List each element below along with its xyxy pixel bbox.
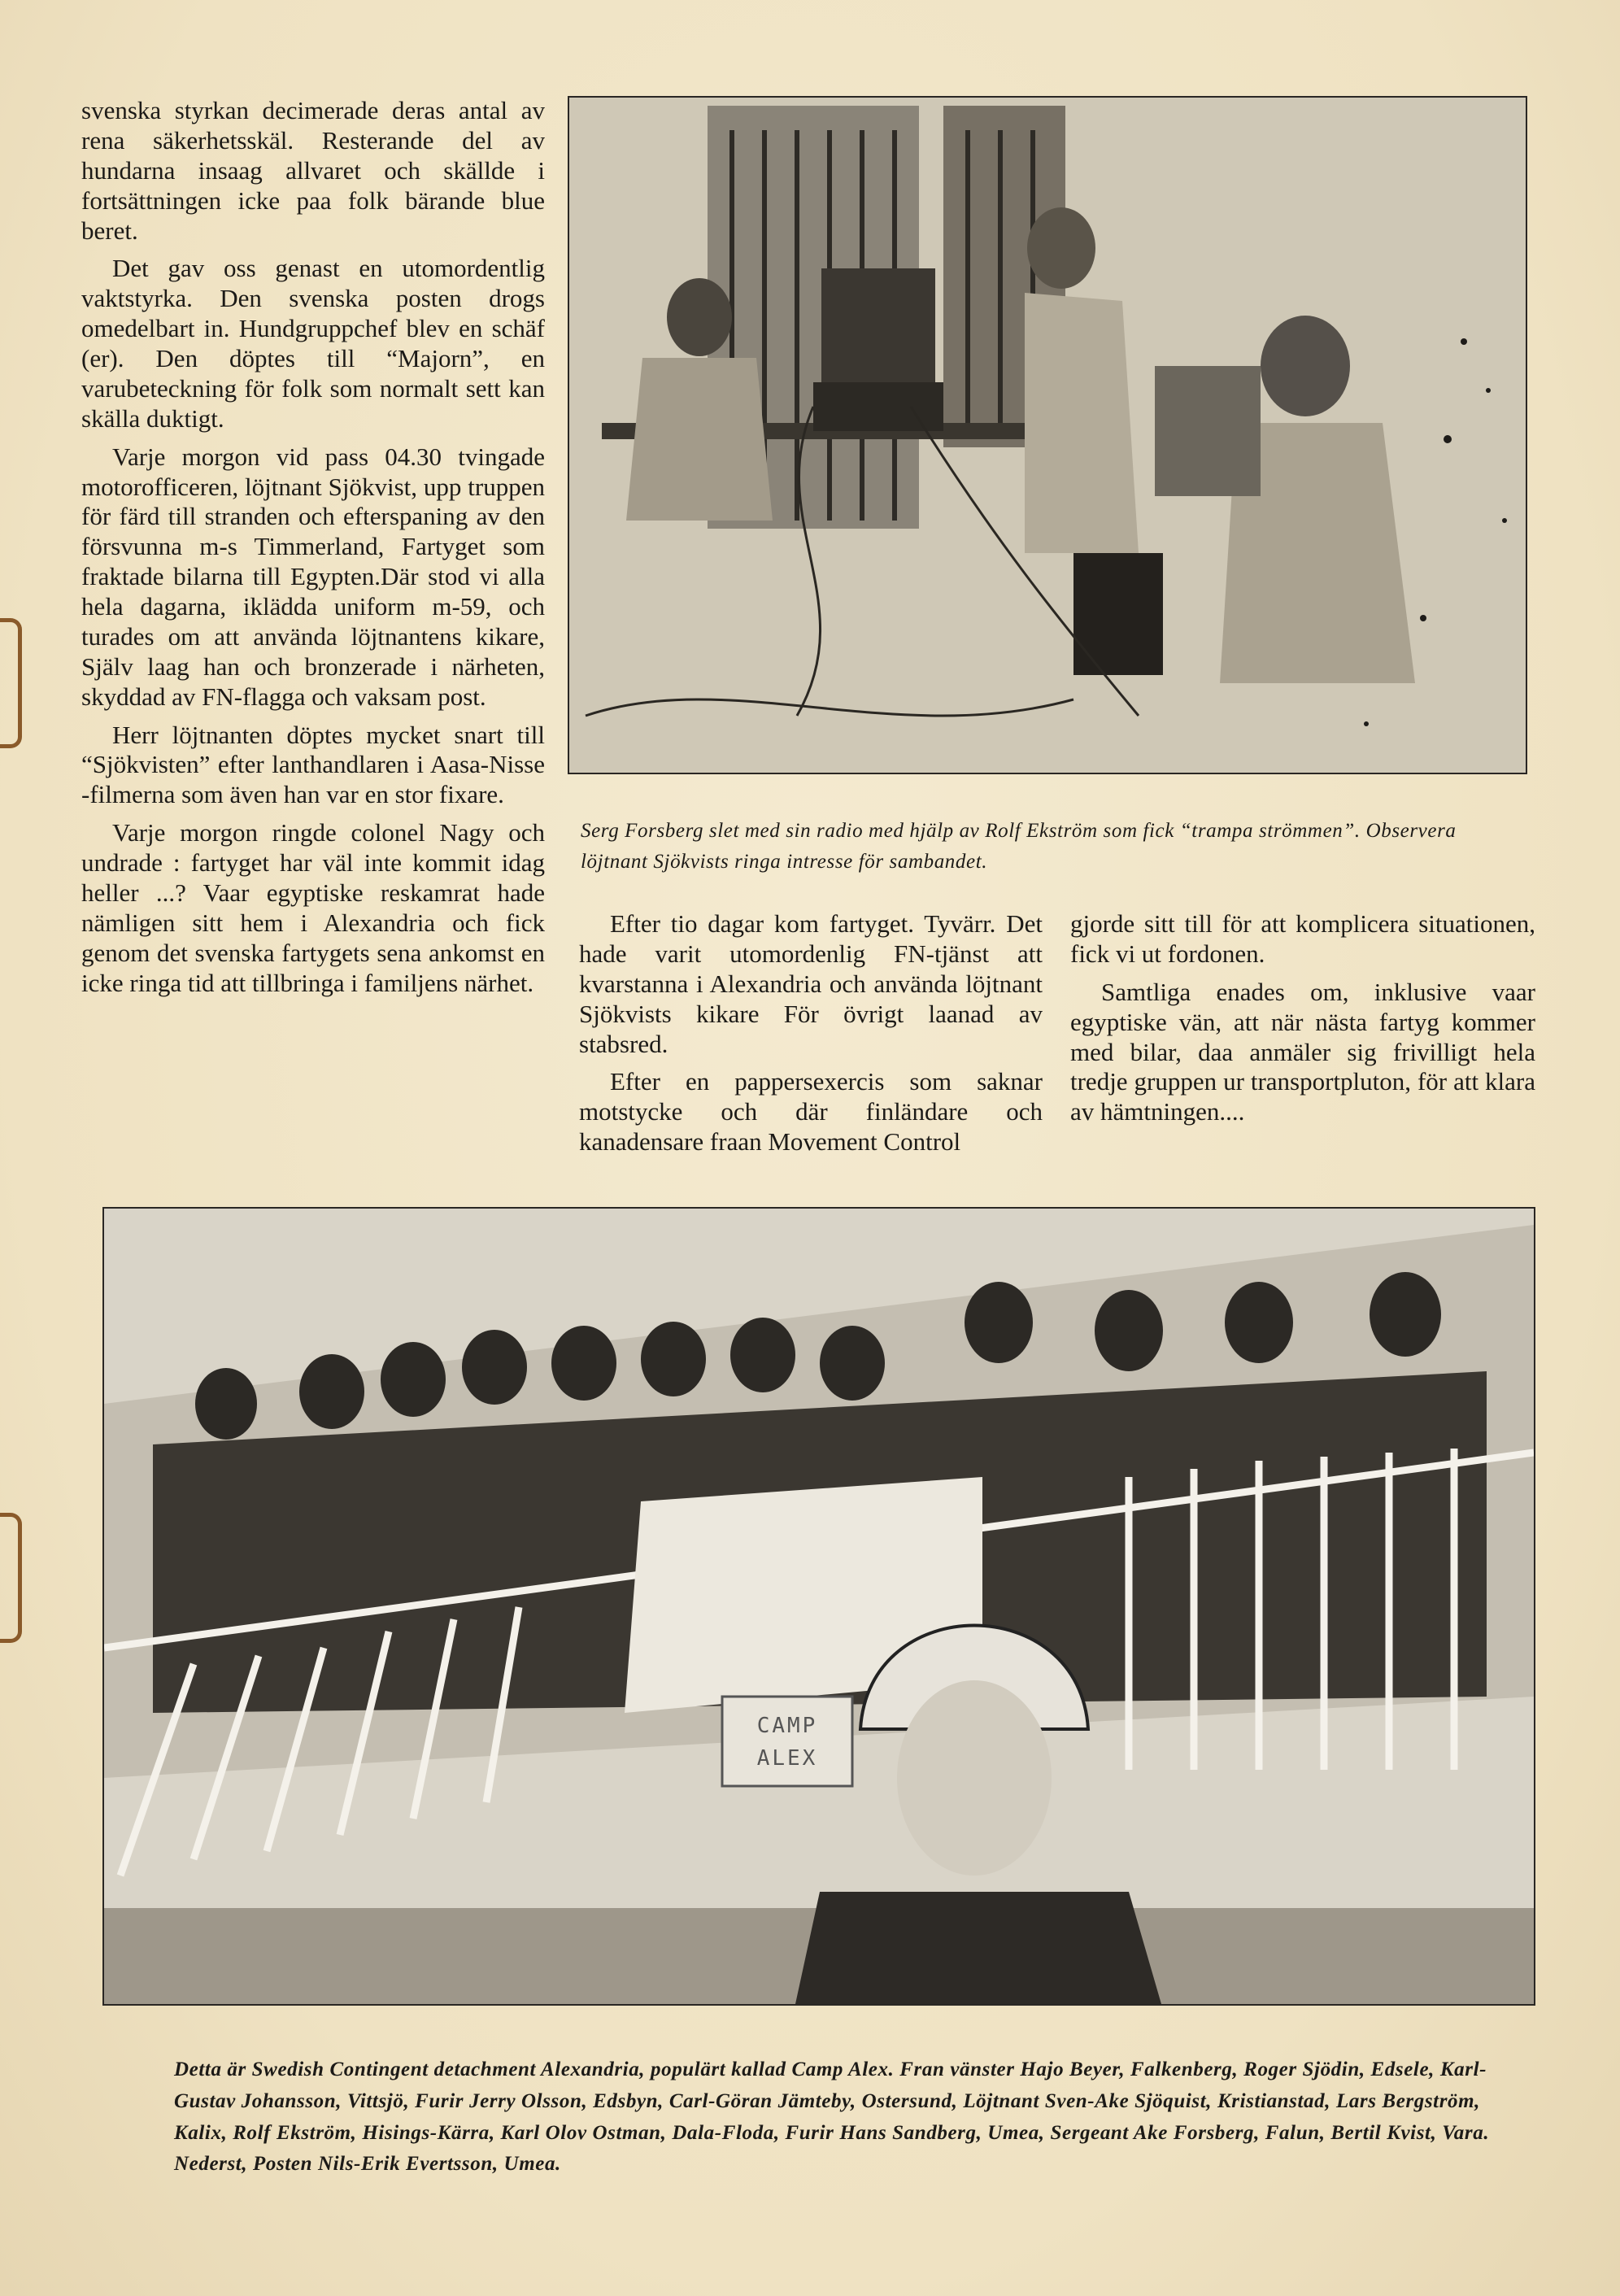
paragraph: Herr löjtnanten döptes mycket snart till “Sjökvisten” efter lanthandlaren i Aasa-Nisse -filmerna som även han var en stor fixare. [81,720,545,809]
radio-operators-photo [568,96,1527,774]
staple [0,618,22,748]
paragraph: Varje morgon vid pass 04.30 tvingade motorofficeren, löjtnant Sjökvist, upp truppen för färd till stranden och efterspaning av den försvunna m-s Timmerland, Fartyget som fraktade bilarna till Egypten.Där stod vi alla hela dagarna, iklädda uniform m-59, och turades om att använda löjtnantens kikare, Själv laag han och bronzerade i närheten, skyddad av FN-flagga och vaksam post. [81,442,545,711]
paragraph: Efter tio dagar kom fartyget. Tyvärr. Det hade varit utomordenlig FN-tjänst att kvarstanna i Alexandria och använda löjtnant Sjökvists kikare För övrigt laanad av stabsred. [579,909,1043,1058]
article-column-left [81,96,545,1006]
paragraph: Varje morgon ringde colonel Nagy och undrade : fartyget har väl inte kommit idag heller ...? Vaar egyptiske reskamrat hade nämligen sitt hem i Alexandria och fick genom det svenska fartygets sena ankomst en icke ringa tid att tillbringa i familjens närhet. [81,818,545,997]
bottom-photo-caption: Detta är Swedish Contingent detachment Alexandria, populärt kallad Camp Alex. Fran vänster Hajo Beyer, Falkenberg, Roger Sjödin, Edsele, Karl-Gustav Johansson, Vittsjö, Furir Jerry Olsson, Edsbyn, Carl-Göran Jämteby, Ostersund, Löjtnant Sven-Ake Sjöquist, Kristianstad, Lars Bergström, Kalix, Rolf Ekström, Hisings-Kärra, Karl Olov Ostman, Dala-Floda, Furir Hans Sandberg, Umea, Sergeant Ake Forsberg, Falun, Bertil Kvist, Vara. Nederst, Posten Nils-Erik Evertsson, Umea. [174,2059,1490,2176]
staple [0,1513,22,1643]
paragraph: Det gav oss genast en utomordentlig vaktstyrka. Den svenska posten drogs omedelbart in. Hundgruppchef blev en schäf (er). Den döptes till “Majorn”, en varubeteckning för folk som normalt sett kan skälla duktigt. [81,254,545,433]
paragraph: gjorde sitt till för att komplicera situationen, fick vi ut fordonen. [1070,909,1535,968]
camp-alex-sign: CAMP ALEX [756,1714,818,1771]
camp-alex-group-photo [102,1207,1535,2006]
article-column-right [1070,909,1535,1135]
paragraph: Efter en pappersexercis som saknar motstycke och där finländare och kanadensare fraan Movement Control [579,1067,1043,1157]
top-photo-caption: Serg Forsberg slet med sin radio med hjälp av Rolf Ekström som fick “trampa strömmen”. Observera löjtnant Sjökvists ringa intresse för sambandet. [581,820,1457,873]
paragraph: svenska styrkan decimerade deras antal av rena säkerhetsskäl. Resterande del av hundarna insaag allvaret och skällde i fortsättningen icke paa folk bärande blue beret. [81,96,545,245]
article-column-middle [579,909,1043,1165]
paragraph: Samtliga enades om, inklusive vaar egyptiske vän, att när nästa fartyg kommer med bilar, daa anmäler sig frivilligt hela tredje gruppen ur transportpluton, för att klara av hämtningen.... [1070,977,1535,1126]
